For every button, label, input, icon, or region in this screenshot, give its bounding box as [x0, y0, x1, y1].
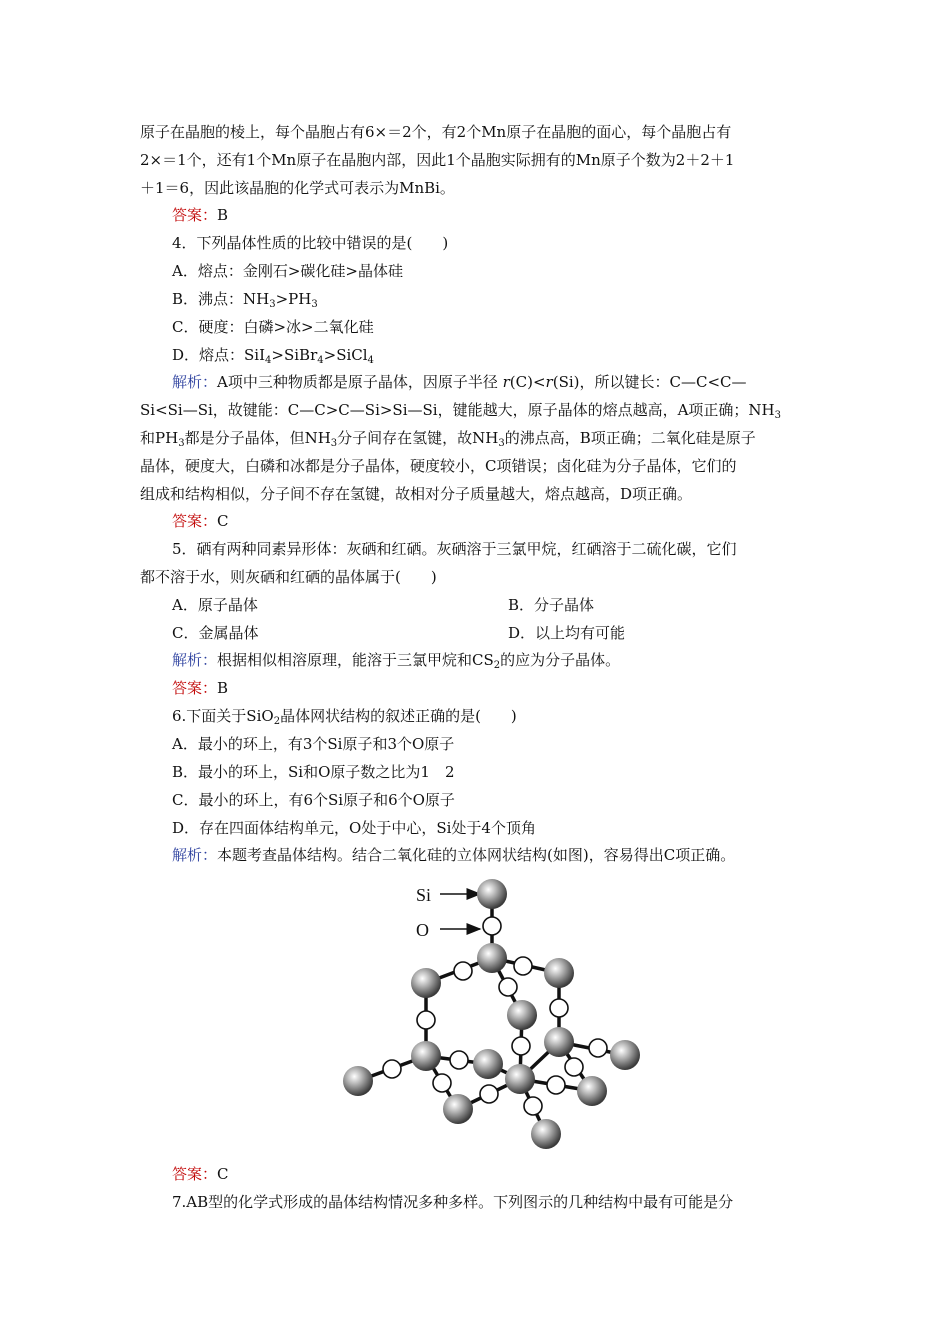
q4-analysis-line-2 — [140, 400, 812, 420]
q4-analysis-sub: 3 — [498, 438, 505, 449]
q4-stem: 4．下列晶体性质的比较中错误的是( ) — [172, 234, 449, 252]
q6-answer-value: C — [217, 1165, 229, 1183]
q4-analysis-line-5: 组成和结构相似，分子间不存在氢键，故相对分子质量越大，熔点越高，D项正确。 — [140, 485, 693, 503]
q4-option-a: A．熔点：金刚石>碳化硅>晶体硅 — [172, 262, 403, 280]
q4-analysis-text: 和PH — [140, 429, 179, 447]
q4-answer-value: C — [217, 512, 229, 530]
figure-label-o: O — [416, 920, 429, 940]
q5-stem-line-2: 都不溶于水，则灰硒和红硒的晶体属于( ) — [140, 568, 437, 586]
q4-option-d — [172, 345, 812, 365]
q4-d-sub-3: 4 — [367, 355, 374, 366]
q4-analysis-text: A项中三种物质都是原子晶体，因原子半径 — [217, 373, 503, 391]
q6-option-d: D．存在四面体结构单元，O处于中心，Si处于4个顶角 — [172, 819, 536, 837]
q5-stem-line-1: 5．硒有两种同素异形体：灰硒和红硒。灰硒溶于三氯甲烷，红硒溶于二硫化碳，它们 — [172, 540, 737, 558]
q6-analysis — [172, 845, 812, 865]
q4-analysis-text: (Si)，所以键长：C—C<C— — [552, 373, 747, 391]
radius-symbol: r — [502, 373, 510, 391]
answer-label: 答案： — [172, 512, 218, 530]
q7-stem: 7.AB型的化学式形成的晶体结构情况多种多样。下列图示的几种结构中最有可能是分 — [172, 1193, 734, 1211]
q4-analysis-line-3 — [140, 428, 812, 448]
answer-label: 答案： — [172, 679, 218, 697]
q4-analysis-text: 的沸点高，B项正确；二氧化硅是原子 — [504, 429, 756, 447]
q4-d-text-1: D．熔点：SiI — [172, 346, 266, 364]
q5-option-b: B．分子晶体 — [508, 596, 595, 614]
q4-analysis-line-4: 晶体，硬度大，白磷和冰都是分子晶体，硬度较小，C项错误；卤化硅为分子晶体，它们的 — [140, 457, 737, 475]
q4-b-sub-1: 3 — [269, 299, 276, 310]
q4-d-text-3: >SiCl — [323, 346, 368, 364]
q5-analysis-text: 根据相似相溶原理，能溶于三氯甲烷和CS — [217, 651, 494, 669]
q6-stem-sub: 2 — [273, 716, 281, 727]
q4-analysis-line-1 — [172, 372, 812, 392]
answer-label: 答案： — [172, 1165, 218, 1183]
prev-explanation-line-2: 2×＝1个，还有1个Mn原子在晶胞内部，因此1个晶胞实际拥有的Mn原子个数为2＋2＋1 — [140, 151, 735, 169]
q3-answer-line — [172, 205, 812, 225]
q4-analysis-sub: 3 — [774, 410, 781, 421]
q5-option-d: D．以上均有可能 — [508, 624, 626, 642]
q4-d-text-2: >SiBr — [271, 346, 318, 364]
q4-analysis-text: (C)< — [509, 373, 546, 391]
q5-answer-value: B — [217, 679, 229, 697]
q3-answer-value: B — [217, 206, 229, 224]
q4-analysis-text: 都是分子晶体，但NH — [184, 429, 331, 447]
q4-analysis-sub: 3 — [330, 438, 338, 449]
q4-d-sub-2: 4 — [317, 355, 324, 366]
q6-answer-line — [172, 1164, 812, 1184]
q6-option-b: B．最小的环上，Si和O原子数之比为1 2 — [172, 763, 455, 781]
q6-stem-text: 晶体网状结构的叙述正确的是( ) — [280, 707, 517, 725]
q4-b-sub-2: 3 — [311, 299, 318, 310]
prev-explanation-line-3: ＋1＝6，因此该晶胞的化学式可表示为MnBi。 — [140, 179, 455, 197]
q4-answer-line — [172, 511, 812, 531]
analysis-label: 解析： — [172, 846, 218, 864]
q5-analysis-sub: 2 — [493, 660, 501, 671]
q6-option-c: C．最小的环上，有6个Si原子和6个O原子 — [172, 791, 455, 809]
analysis-label: 解析： — [172, 651, 218, 669]
radius-symbol: r — [545, 373, 553, 391]
q4-analysis-text: 分子间存在氢键，故NH — [337, 429, 499, 447]
q4-d-sub-1: 4 — [265, 355, 272, 366]
q5-analysis-text: 的应为分子晶体。 — [500, 651, 621, 669]
q4-b-text-1: B．沸点：NH — [172, 290, 270, 308]
q6-analysis-text: 本题考查晶体结构。结合二氧化硅的立体网状结构(如图)，容易得出C项正确。 — [217, 846, 736, 864]
q6-stem — [172, 706, 812, 726]
q5-option-c: C．金属晶体 — [172, 624, 259, 642]
q6-option-a: A．最小的环上，有3个Si原子和3个O原子 — [172, 735, 455, 753]
q4-analysis-sub: 3 — [178, 438, 185, 449]
q6-stem-text: 6.下面关于SiO — [172, 707, 274, 725]
prev-explanation-line-1: 原子在晶胞的棱上，每个晶胞占有6×＝2个，有2个Mn原子在晶胞的面心，每个晶胞占有 — [140, 123, 732, 141]
sio2-structure-figure — [330, 874, 650, 1158]
figure-label-si: Si — [416, 885, 432, 905]
q4-option-b — [172, 289, 812, 309]
q5-analysis — [172, 650, 812, 670]
q5-answer-line — [172, 678, 812, 698]
q4-analysis-text: Si<Si—Si，故键能：C—C>C—Si>Si—Si，键能越大，原子晶体的熔点越高，A项正确；NH — [140, 401, 775, 419]
answer-label: 答案： — [172, 206, 218, 224]
q4-option-c: C．硬度：白磷>冰>二氧化硅 — [172, 318, 374, 336]
q5-option-a: A．原子晶体 — [172, 596, 258, 614]
q4-b-text-2: >PH — [275, 290, 312, 308]
analysis-label: 解析： — [172, 373, 218, 391]
